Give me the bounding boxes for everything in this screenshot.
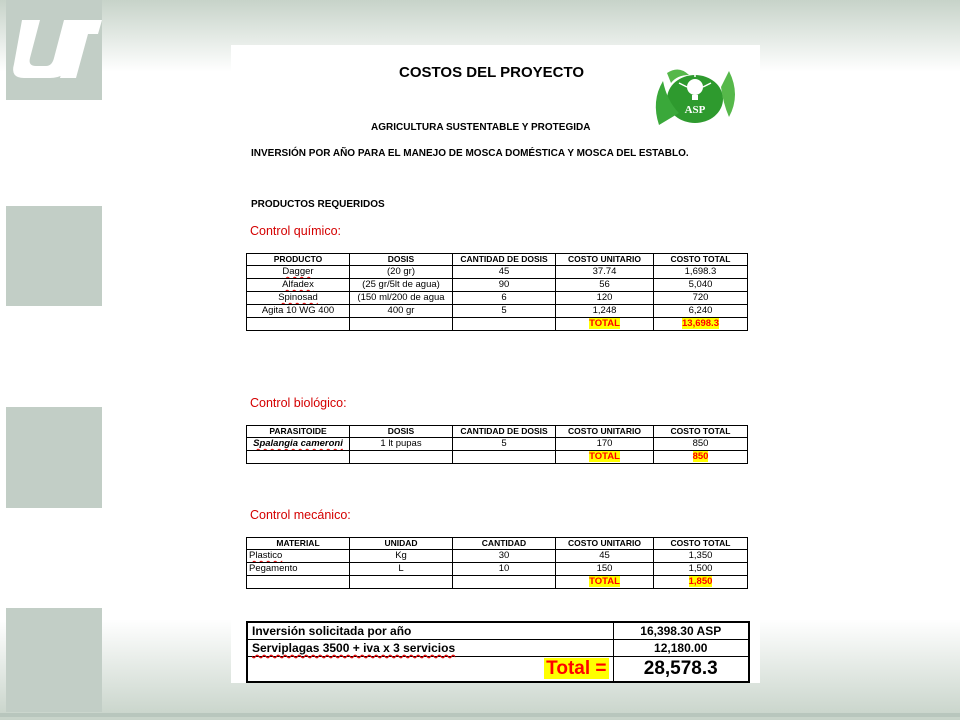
asp-logo-icon bbox=[649, 61, 741, 133]
unit-cost-cell: 56 bbox=[556, 278, 654, 291]
column-header: COSTO TOTAL bbox=[654, 254, 748, 266]
total-cost-cell: 5,040 bbox=[654, 278, 748, 291]
summary-label: Inversión solicitada por año bbox=[247, 622, 613, 640]
qty-cell: 45 bbox=[453, 265, 556, 278]
column-header: CANTIDAD DE DOSIS bbox=[453, 254, 556, 266]
table-total-row bbox=[247, 575, 748, 588]
table-total-row bbox=[247, 317, 748, 330]
side-decor-block bbox=[6, 608, 102, 712]
column-header: DOSIS bbox=[350, 426, 453, 438]
dose-cell: (20 gr) bbox=[350, 265, 453, 278]
subtitle: AGRICULTURA SUSTENTABLE Y PROTEGIDA bbox=[371, 122, 591, 133]
ut-logo bbox=[6, 14, 102, 84]
column-header: PARASITOIDE bbox=[247, 426, 350, 438]
column-header: COSTO UNITARIO bbox=[556, 426, 654, 438]
biologico-table bbox=[246, 425, 748, 464]
unit-cost-cell: 170 bbox=[556, 437, 654, 450]
qty-cell: 30 bbox=[453, 549, 556, 562]
summary-label bbox=[247, 640, 613, 657]
column-header: COSTO UNITARIO bbox=[556, 538, 654, 550]
grand-total-value: 28,578.3 bbox=[613, 657, 749, 683]
summary-row bbox=[247, 622, 749, 640]
summary-table bbox=[246, 621, 750, 683]
table-header-row bbox=[247, 538, 748, 550]
quimico-table bbox=[246, 253, 748, 331]
table-row bbox=[247, 562, 748, 575]
summary-label-text: Serviplagas 3500 + iva x 3 servicios bbox=[252, 641, 456, 655]
summary-value: 12,180.00 bbox=[613, 640, 749, 657]
unit-cost-cell: 120 bbox=[556, 291, 654, 304]
unit-cell: L bbox=[350, 562, 453, 575]
unit-cost-cell: 45 bbox=[556, 549, 654, 562]
product-name: Spinosad bbox=[278, 291, 318, 303]
product-cell bbox=[247, 265, 350, 278]
product-name: Dagger bbox=[282, 265, 314, 277]
total-value-cell bbox=[654, 450, 748, 463]
column-header: CANTIDAD DE DOSIS bbox=[453, 426, 556, 438]
total-label-cell bbox=[556, 575, 654, 588]
asp-logo-text: ASP bbox=[684, 104, 706, 116]
mecanico-table bbox=[246, 537, 748, 589]
qty-cell: 5 bbox=[453, 437, 556, 450]
document-page bbox=[231, 45, 760, 683]
table-row bbox=[247, 304, 748, 317]
column-header: COSTO TOTAL bbox=[654, 538, 748, 550]
qty-cell: 90 bbox=[453, 278, 556, 291]
column-header: CANTIDAD bbox=[453, 538, 556, 550]
total-label: TOTAL bbox=[589, 317, 620, 329]
table-row bbox=[247, 265, 748, 278]
column-header: DOSIS bbox=[350, 254, 453, 266]
products-heading: PRODUCTOS REQUERIDOS bbox=[251, 199, 385, 210]
investment-line: INVERSIÓN POR AÑO PARA EL MANEJO DE MOSCA DOMÉSTICA Y MOSCA DEL ESTABLO. bbox=[251, 148, 689, 159]
bottom-accent-line bbox=[0, 713, 960, 717]
qty-cell: 5 bbox=[453, 304, 556, 317]
summary-total-row bbox=[247, 657, 749, 683]
total-value: 1,850 bbox=[688, 575, 713, 587]
total-label-cell bbox=[556, 317, 654, 330]
table-header-row bbox=[247, 426, 748, 438]
column-header: PRODUCTO bbox=[247, 254, 350, 266]
ut-logo-block bbox=[6, 0, 102, 100]
table-header-row bbox=[247, 254, 748, 266]
grand-total-label-cell bbox=[247, 657, 613, 683]
total-value: 13,698.3 bbox=[682, 317, 719, 329]
table-row bbox=[247, 291, 748, 304]
column-header: COSTO TOTAL bbox=[654, 426, 748, 438]
dose-cell: (25 gr/5lt de agua) bbox=[350, 278, 453, 291]
table-total-row bbox=[247, 450, 748, 463]
product-cell: Agita 10 WG 400 bbox=[247, 304, 350, 317]
total-cost-cell: 6,240 bbox=[654, 304, 748, 317]
side-decor-block bbox=[6, 407, 102, 508]
total-value-cell bbox=[654, 575, 748, 588]
total-cost-cell: 850 bbox=[654, 437, 748, 450]
page-title: COSTOS DEL PROYECTO bbox=[399, 64, 585, 81]
summary-row bbox=[247, 640, 749, 657]
total-cost-cell: 720 bbox=[654, 291, 748, 304]
material-name: Plastico bbox=[249, 549, 283, 561]
column-header: MATERIAL bbox=[247, 538, 350, 550]
total-label: TOTAL bbox=[589, 450, 620, 462]
column-header: UNIDAD bbox=[350, 538, 453, 550]
dose-cell: (150 ml/200 de agua bbox=[350, 291, 453, 304]
total-cost-cell: 1,698.3 bbox=[654, 265, 748, 278]
total-cost-cell: 1,350 bbox=[654, 549, 748, 562]
qty-cell: 6 bbox=[453, 291, 556, 304]
parasitoid-name: Spalangia cameroni bbox=[253, 437, 343, 449]
summary-value: 16,398.30 ASP bbox=[613, 622, 749, 640]
total-label-cell bbox=[556, 450, 654, 463]
unit-cell: Kg bbox=[350, 549, 453, 562]
product-cell bbox=[247, 291, 350, 304]
qty-cell: 10 bbox=[453, 562, 556, 575]
section-label-biologico: Control biológico: bbox=[250, 396, 347, 410]
table-row bbox=[247, 437, 748, 450]
unit-cost-cell: 37.74 bbox=[556, 265, 654, 278]
unit-cost-cell: 150 bbox=[556, 562, 654, 575]
total-value-cell bbox=[654, 317, 748, 330]
product-cell bbox=[247, 278, 350, 291]
unit-cost-cell: 1,248 bbox=[556, 304, 654, 317]
table-row bbox=[247, 549, 748, 562]
column-header: COSTO UNITARIO bbox=[556, 254, 654, 266]
parasitoid-cell bbox=[247, 437, 350, 450]
dose-cell: 1 lt pupas bbox=[350, 437, 453, 450]
section-label-mecanico: Control mecánico: bbox=[250, 508, 351, 522]
total-value: 850 bbox=[692, 450, 709, 462]
total-label: TOTAL bbox=[589, 575, 620, 587]
section-label-quimico: Control químico: bbox=[250, 224, 342, 238]
dose-cell: 400 gr bbox=[350, 304, 453, 317]
product-name: Alfadex bbox=[282, 278, 314, 290]
table-row bbox=[247, 278, 748, 291]
total-cost-cell: 1,500 bbox=[654, 562, 748, 575]
grand-total-label: Total = bbox=[546, 658, 607, 679]
side-decor-block bbox=[6, 206, 102, 306]
material-cell bbox=[247, 549, 350, 562]
material-cell: Pegamento bbox=[247, 562, 350, 575]
